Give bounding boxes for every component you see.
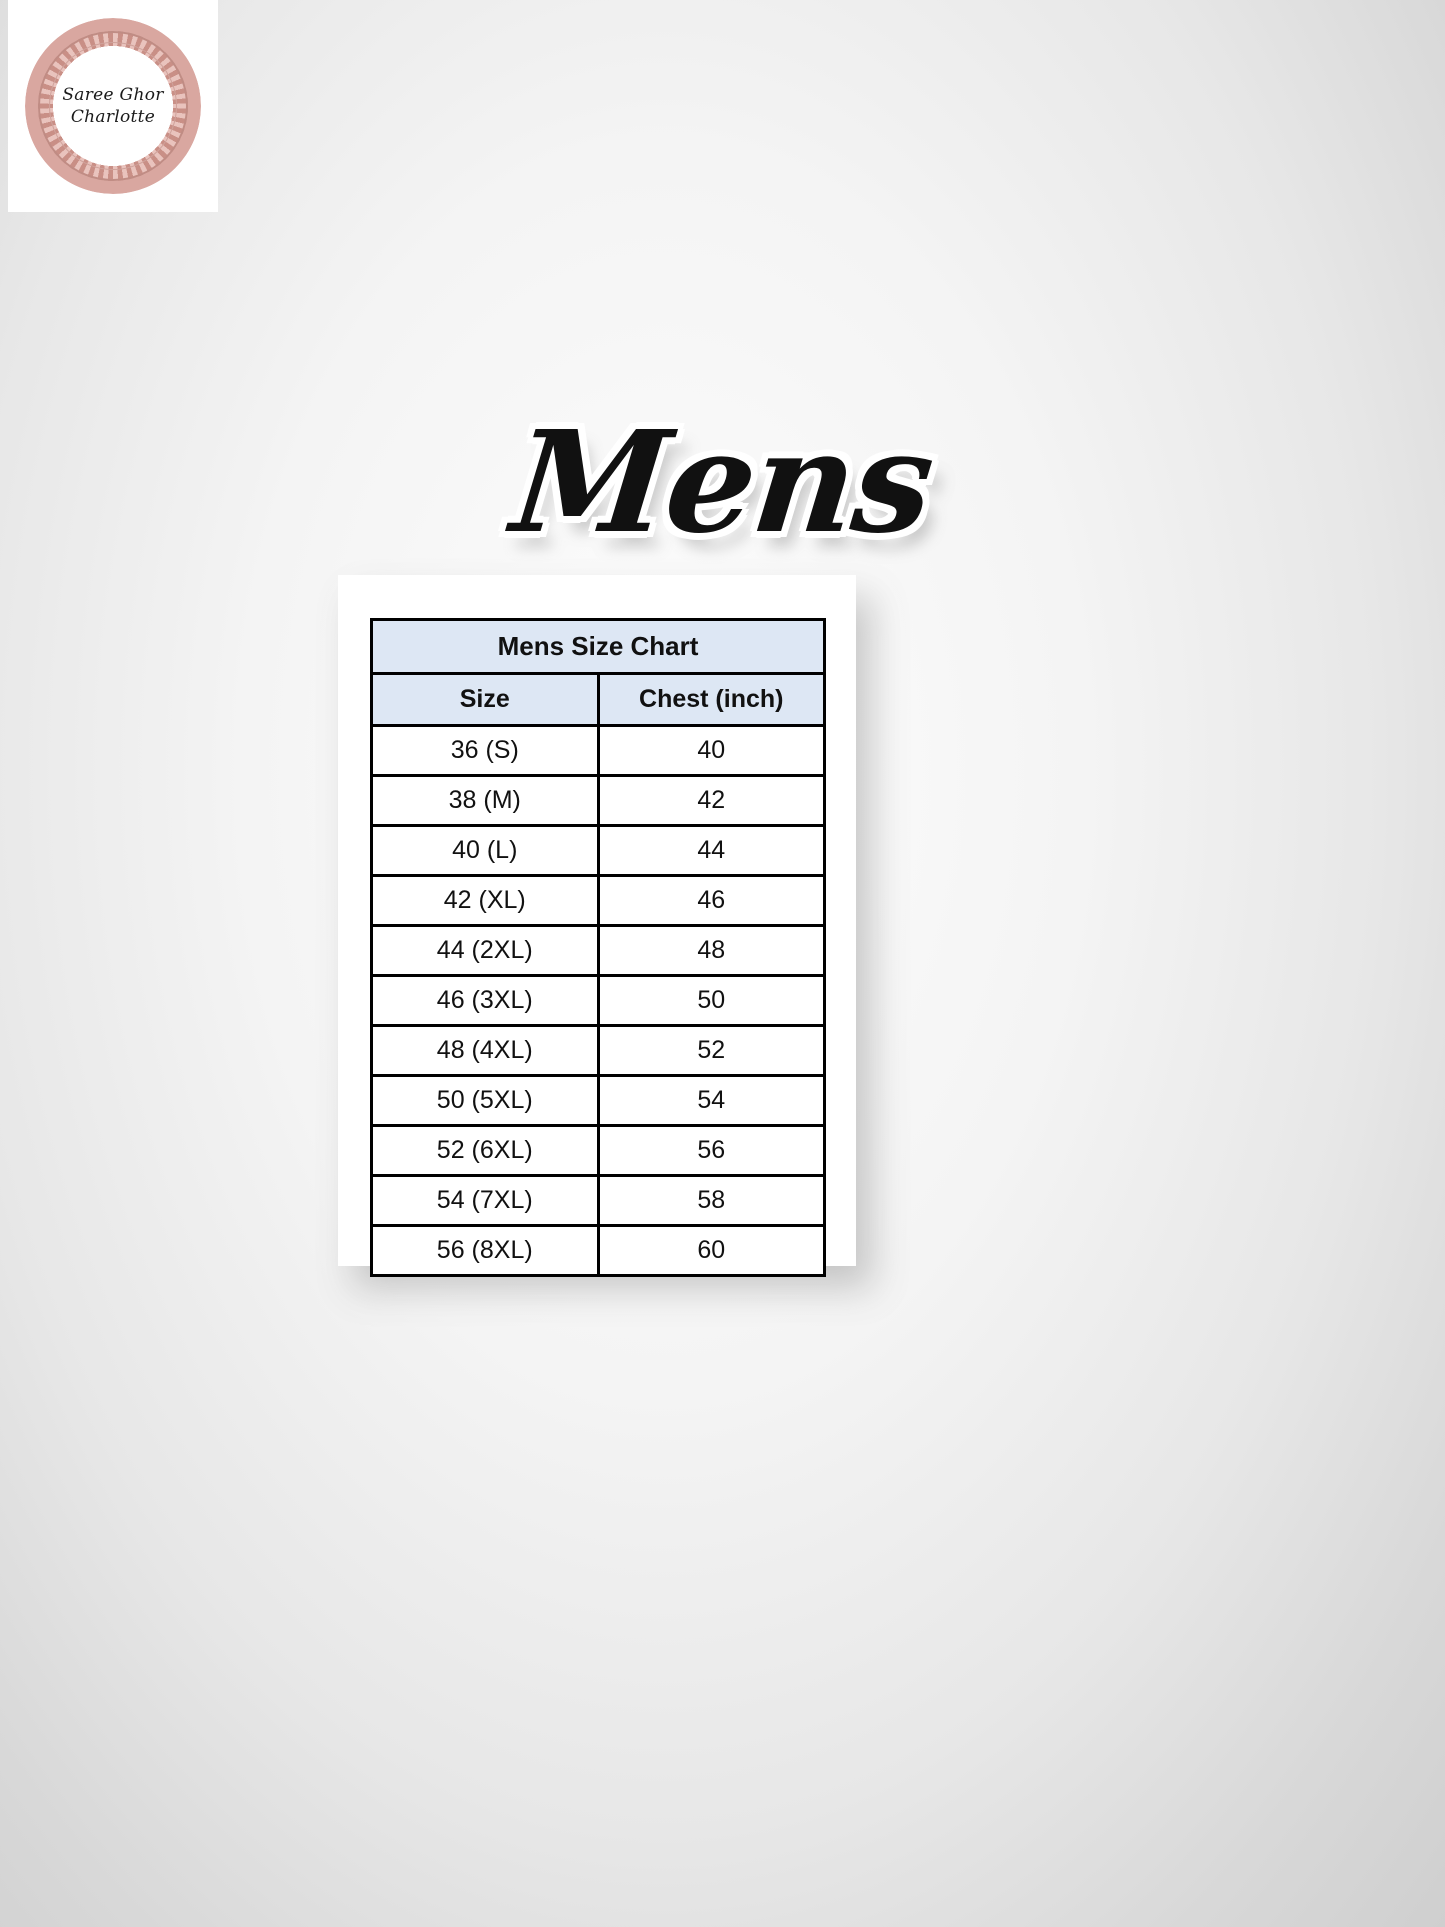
table-row (372, 1126, 825, 1176)
cell-chest: 46 (598, 876, 825, 926)
cell-chest: 50 (598, 976, 825, 1026)
cell-size: 48 (4XL) (372, 1026, 599, 1076)
table-row (372, 976, 825, 1026)
table-row (372, 1026, 825, 1076)
column-header-size: Size (372, 674, 599, 726)
cell-size: 40 (L) (372, 826, 599, 876)
table-row (372, 726, 825, 776)
cell-size: 36 (S) (372, 726, 599, 776)
logo-text-line-2: Charlotte (70, 107, 156, 127)
table-row (372, 1176, 825, 1226)
brand-logo (8, 0, 218, 212)
cell-size: 42 (XL) (372, 876, 599, 926)
table-header-row (372, 674, 825, 726)
logo-text (33, 84, 193, 128)
logo-text-line-1: Saree Ghor (62, 85, 164, 105)
table-row (372, 826, 825, 876)
column-header-chest: Chest (inch) (598, 674, 825, 726)
cell-chest: 40 (598, 726, 825, 776)
size-chart-body (372, 620, 825, 1276)
size-chart-table (370, 618, 826, 1277)
page-title (0, 398, 1445, 568)
table-row (372, 776, 825, 826)
table-row (372, 876, 825, 926)
cell-chest: 58 (598, 1176, 825, 1226)
cell-size: 54 (7XL) (372, 1176, 599, 1226)
cell-size: 56 (8XL) (372, 1226, 599, 1276)
cell-chest: 44 (598, 826, 825, 876)
cell-size: 38 (M) (372, 776, 599, 826)
cell-size: 50 (5XL) (372, 1076, 599, 1126)
cell-size: 52 (6XL) (372, 1126, 599, 1176)
cell-size: 44 (2XL) (372, 926, 599, 976)
cell-chest: 52 (598, 1026, 825, 1076)
size-chart-title: Mens Size Chart (372, 620, 825, 674)
cell-chest: 42 (598, 776, 825, 826)
cell-chest: 56 (598, 1126, 825, 1176)
page-title-text: Mens (505, 401, 940, 565)
cell-chest: 54 (598, 1076, 825, 1126)
cell-chest: 48 (598, 926, 825, 976)
size-chart-card (338, 575, 856, 1266)
table-title-row (372, 620, 825, 674)
table-row (372, 1226, 825, 1276)
cell-size: 46 (3XL) (372, 976, 599, 1026)
table-row (372, 1076, 825, 1126)
table-row (372, 926, 825, 976)
cell-chest: 60 (598, 1226, 825, 1276)
